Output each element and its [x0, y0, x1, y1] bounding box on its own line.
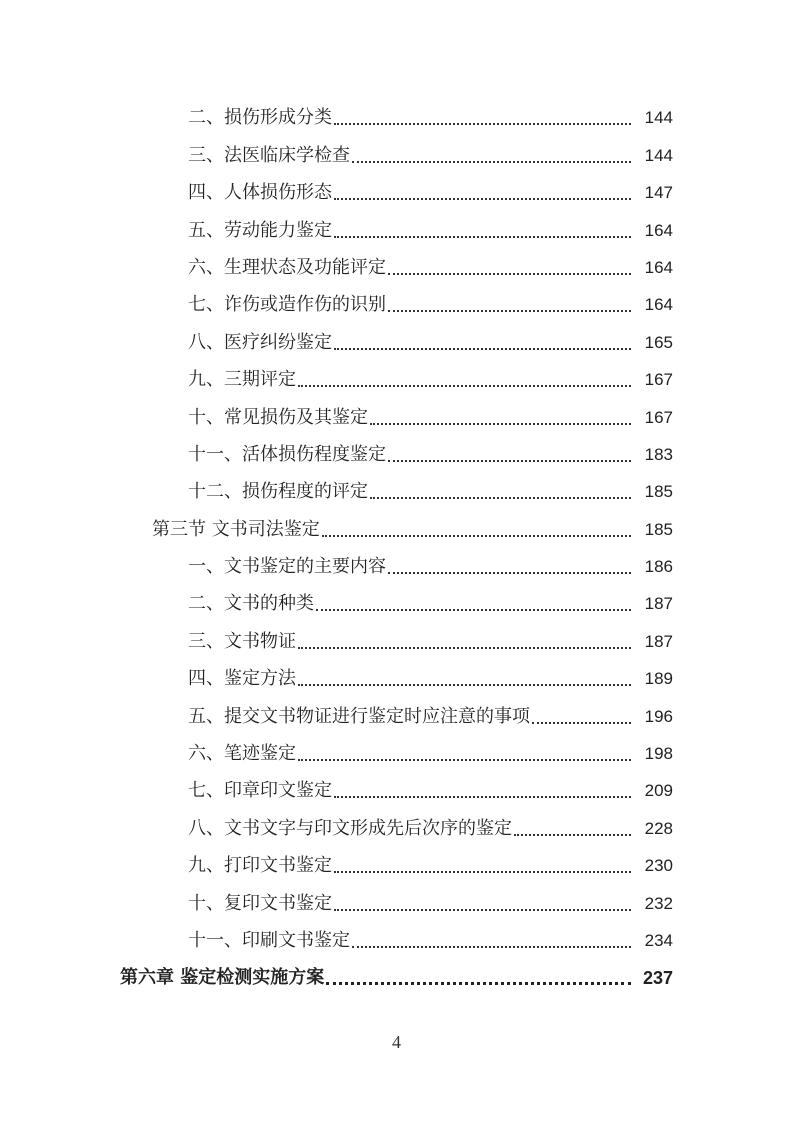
page-number: 4 — [392, 1032, 401, 1052]
toc-entry-title: 四、鉴定方法 — [188, 668, 296, 690]
toc-entry-title: 五、提交文书物证进行鉴定时应注意的事项 — [188, 705, 530, 727]
toc-entry[interactable] — [0, 848, 793, 885]
toc-entry-page: 185 — [644, 519, 673, 539]
toc-dot-leader — [334, 236, 631, 238]
toc-entry[interactable] — [0, 100, 793, 137]
toc-entry[interactable] — [0, 212, 793, 249]
toc-entry-title: 八、文书文字与印文形成先后次序的鉴定 — [188, 817, 512, 839]
toc-dot-leader — [298, 647, 631, 649]
toc-dot-leader — [334, 909, 631, 911]
toc-entry-title: 六、笔迹鉴定 — [188, 743, 296, 765]
toc-entry-title: 三、文书物证 — [188, 630, 296, 652]
toc-entry[interactable] — [0, 885, 793, 922]
toc-entry-page: 196 — [644, 706, 673, 726]
toc-dot-leader — [334, 871, 631, 873]
toc-dot-leader — [388, 273, 631, 275]
toc-dot-leader — [352, 946, 631, 948]
toc-entry-title: 三、法医临床学检查 — [188, 144, 350, 166]
toc-entry-page: 209 — [644, 781, 673, 801]
toc-dot-leader — [334, 796, 631, 798]
toc-dot-leader — [514, 834, 631, 836]
toc-entry[interactable] — [0, 810, 793, 847]
toc-dot-leader — [298, 385, 631, 387]
toc-entry[interactable] — [0, 437, 793, 474]
toc-entry-page: 230 — [644, 856, 673, 876]
toc-entry-title: 九、打印文书鉴定 — [188, 855, 332, 877]
toc-entry-title: 一、文书鉴定的主要内容 — [188, 556, 386, 578]
toc-entry-page: 144 — [644, 108, 673, 128]
toc-entry[interactable] — [0, 923, 793, 960]
toc-dot-leader — [316, 609, 631, 611]
toc-entry-page: 189 — [644, 669, 673, 689]
toc-entry-title: 六、生理状态及功能评定 — [188, 256, 386, 278]
toc-entry[interactable] — [0, 623, 793, 660]
toc-dot-leader — [352, 161, 631, 163]
toc-dot-leader — [298, 684, 631, 686]
toc-entry-title: 八、医疗纠纷鉴定 — [188, 331, 332, 353]
toc-entry-title: 十、复印文书鉴定 — [188, 892, 332, 914]
toc-entry[interactable] — [0, 586, 793, 623]
toc-entry[interactable] — [0, 698, 793, 735]
toc-dot-leader — [388, 460, 631, 462]
toc-entry-page: 167 — [644, 370, 673, 390]
toc-entry[interactable] — [0, 661, 793, 698]
toc-entry-title: 二、文书的种类 — [188, 593, 314, 615]
toc-dot-leader — [334, 348, 631, 350]
toc-entry[interactable] — [0, 250, 793, 287]
table-of-contents — [0, 100, 793, 997]
toc-entry-title: 第六章 鉴定检测实施方案 — [120, 967, 325, 989]
toc-entry-title: 七、印章印文鉴定 — [188, 780, 332, 802]
toc-entry-page: 187 — [644, 594, 673, 614]
toc-entry-page: 164 — [644, 295, 673, 315]
toc-dot-leader — [388, 572, 631, 574]
toc-entry-title: 第三节 文书司法鉴定 — [152, 518, 320, 540]
toc-dot-leader — [388, 310, 631, 312]
toc-entry-title: 九、三期评定 — [188, 369, 296, 391]
toc-entry[interactable] — [0, 399, 793, 436]
toc-chapter-entry[interactable] — [0, 960, 793, 997]
toc-dot-leader — [370, 423, 631, 425]
toc-dot-leader — [326, 982, 631, 985]
toc-entry-title: 四、人体损伤形态 — [188, 182, 332, 204]
toc-entry[interactable] — [0, 736, 793, 773]
toc-entry[interactable] — [0, 175, 793, 212]
toc-entry[interactable] — [0, 474, 793, 511]
toc-dot-leader — [298, 759, 631, 761]
toc-entry-title: 十一、印刷文书鉴定 — [188, 929, 350, 951]
toc-entry-page: 187 — [644, 631, 673, 651]
toc-entry[interactable] — [0, 362, 793, 399]
toc-entry-page: 164 — [644, 257, 673, 277]
toc-entry[interactable] — [0, 324, 793, 361]
toc-dot-leader — [334, 123, 631, 125]
toc-entry[interactable] — [0, 773, 793, 810]
toc-entry-page: 167 — [644, 407, 673, 427]
toc-dot-leader — [322, 535, 631, 537]
toc-entry-page: 164 — [644, 220, 673, 240]
toc-entry[interactable] — [0, 549, 793, 586]
toc-section-entry[interactable] — [0, 511, 793, 548]
toc-dot-leader — [532, 722, 631, 724]
toc-entry[interactable] — [0, 287, 793, 324]
toc-dot-leader — [370, 497, 631, 499]
toc-entry[interactable] — [0, 137, 793, 174]
toc-entry-page: 228 — [644, 818, 673, 838]
toc-entry-page: 183 — [644, 444, 673, 464]
toc-entry-page: 144 — [644, 145, 673, 165]
toc-dot-leader — [334, 198, 631, 200]
toc-entry-title: 二、损伤形成分类 — [188, 107, 332, 129]
toc-entry-page: 165 — [644, 332, 673, 352]
toc-entry-page: 186 — [644, 557, 673, 577]
toc-entry-title: 十二、损伤程度的评定 — [188, 481, 368, 503]
toc-entry-page: 147 — [644, 183, 673, 203]
toc-entry-page: 185 — [644, 482, 673, 502]
toc-entry-page: 234 — [644, 930, 673, 950]
toc-entry-page: 198 — [644, 744, 673, 764]
toc-entry-title: 七、诈伤或造作伤的识别 — [188, 294, 386, 316]
toc-entry-page: 237 — [642, 968, 673, 989]
toc-entry-title: 十一、活体损伤程度鉴定 — [188, 443, 386, 465]
toc-entry-title: 十、常见损伤及其鉴定 — [188, 406, 368, 428]
toc-entry-page: 232 — [644, 893, 673, 913]
toc-entry-title: 五、劳动能力鉴定 — [188, 219, 332, 241]
